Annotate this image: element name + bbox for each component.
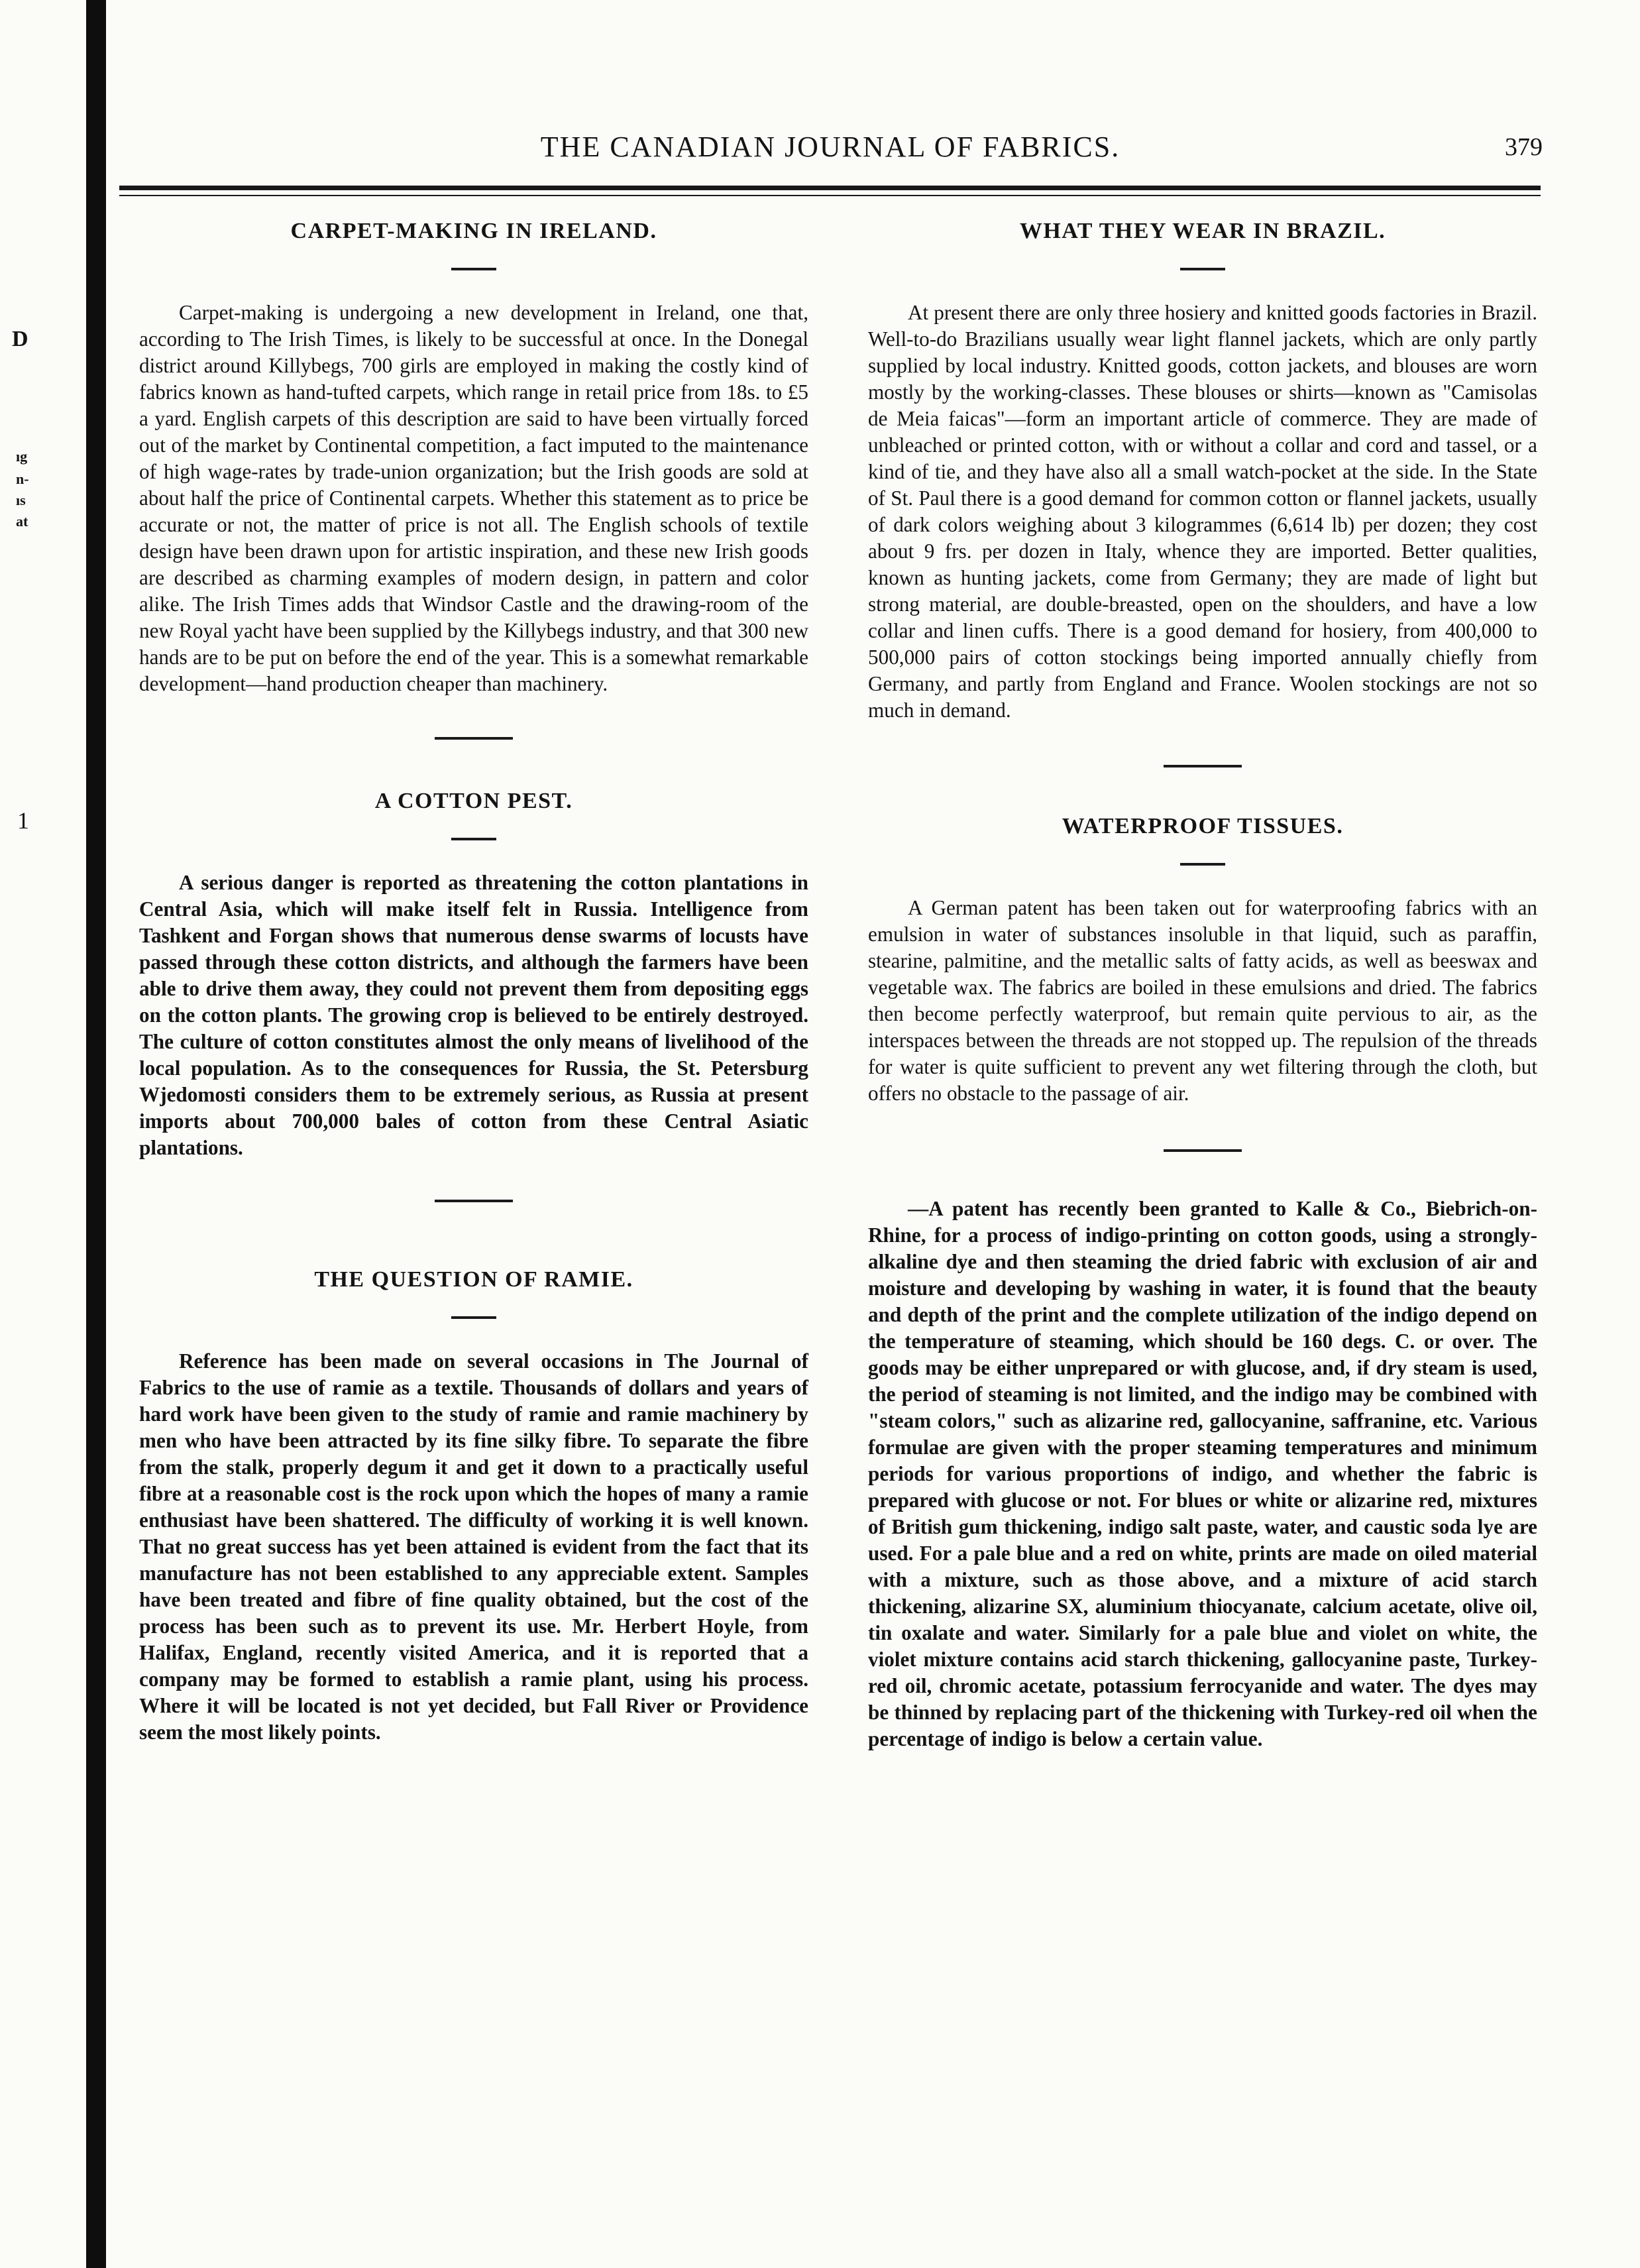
article-waterproof	[868, 814, 1537, 1107]
article-cotton-pest	[139, 789, 808, 1161]
margin-scrap: 1	[17, 807, 29, 834]
left-column	[139, 213, 808, 1746]
article-separator	[435, 1200, 513, 1202]
article-body: A serious danger is reported as threatening the cotton plantations in Central Asia, which will make itself felt in Russia. Intelligence from Tashkent and Forgan shows that numerous dense swarms of locusts have passed through these cotton districts, and although the farmers have been able to drive them away, they could not prevent them from depositing eggs on the cotton plants. The growing crop is believed to be entirely destroyed. The culture of cotton constitutes almost the only means of livelihood of the local population. As to the consequences for Russia, the St. Petersburg Wjedomosti considers them to be extremely serious, as Russia at present imports about 700,000 bales of cotton from these Central Asiatic plantations.	[139, 871, 808, 1159]
right-column	[868, 213, 1537, 1752]
margin-scrap: ıs	[16, 492, 26, 508]
article-separator	[1164, 1149, 1242, 1152]
article-heading: WATERPROOF TISSUES.	[1062, 814, 1344, 838]
article-heading: CARPET-MAKING IN IRELAND.	[290, 219, 657, 243]
heading-dash	[451, 838, 496, 840]
article-brazil	[868, 219, 1537, 724]
article-separator	[435, 737, 513, 740]
article-heading: WHAT THEY WEAR IN BRAZIL.	[1019, 219, 1386, 243]
running-title: THE CANADIAN JOURNAL OF FABRICS.	[540, 131, 1121, 163]
page-number: 379	[1505, 133, 1543, 161]
margin-scrap: n-	[16, 471, 29, 487]
article-heading: THE QUESTION OF RAMIE.	[314, 1267, 633, 1292]
margin-scrap: at	[16, 513, 28, 530]
margin-scrap: ıg	[16, 448, 28, 465]
article-body: —A patent has recently been granted to Kalle & Co., Biebrich-on-Rhine, for a process of indigo-printing on cotton goods, using a strongly-alkaline dye and then steaming the dried fabric with exclusion of air and moisture and developing by washing in water, it is found that the beauty and depth of the print and the complete utilization of the indigo depend on the temperature of steaming, which should be 160 degs. C. or over. The goods may be either unprepared or with glucose, and, if dry steam is used, the period of steaming is not limited, and the indigo may be combined with "steam colors," such as alizarine red, gallocyanine, saffranine, etc. Various formulae are given with the proper steaming temperatures and minimum periods for various proportions of indigo, and whether the fabric is prepared with glucose or not. For blues or white or alizarine red, mixtures of British gum thickening, indigo salt paste, water, and caustic soda lye are used. For a pale blue and a red on white, prints are made on oiled material with a mixture, such as those above, and a mixture of acid starch thickening, alizarine SX, aluminium thiocyanate, calcium acetate, olive oil, tin oxalate and water. Similarly for a pale blue and violet on white, the violet mixture contains acid starch thickening, gallocyanine paste, Turkey-red oil, chromic acetate, potassium ferrocyanide and water. The dyes may be thinned by replacing part of the thickening with Turkey-red oil when the percentage of indigo is below a certain value.	[868, 1197, 1537, 1750]
article-body: At present there are only three hosiery and knitted goods factories in Brazil. Well-to-do Brazilians usually wear light flannel jackets, which are only partly supplied by local industry. Knitted goods, cotton jackets, and blouses are worn mostly by the working-classes. These blouses or shirts—known as "Camisolas de Meia faicas"—form an important article of commerce. They are made of unbleached or printed cotton, with or without a collar and cord and tassel, or a kind of tie, and they have also all a small watch-pocket at the side. In the State of St. Paul there is a good demand for common cotton or flannel jackets, usually of dark colors weighing about 3 kilogrammes (6,614 lb) per dozen; they cost about 9 frs. per dozen in Italy, whence they are imported. Better qualities, known as hunting jackets, come from Germany; they are made of light but strong material, are double-breasted, open on the shoulders, and have a low collar and linen cuffs. There is a good demand for hosiery, from 400,000 to 500,000 pairs of cotton stockings being imported annually chiefly from Germany, and partly from England and France. Woolen stockings are not so much in demand.	[868, 301, 1537, 722]
left-margin-scraps	[0, 0, 83, 2268]
heading-dash	[451, 268, 496, 270]
page-header	[118, 130, 1543, 178]
article-body: A German patent has been taken out for waterproofing fabrics with an emulsion in water of substances insoluble in that liquid, such as paraffin, stearine, palmitine, and the metallic salts of fatty acids, as well as beeswax and vegetable wax. The fabrics are boiled in these emulsions and dried. The fabrics then become perfectly waterproof, but remain quite pervious to air, as the interspaces between the threads are not stopped up. The repulsion of the threads for water is quite sufficient to prevent any wet filtering through the cloth, but offers no obstacle to the passage of air.	[868, 896, 1537, 1105]
header-rule	[119, 195, 1541, 196]
article-body: Carpet-making is undergoing a new development in Ireland, one that, according to The Irish Times, is likely to be successful at once. In the Donegal district around Killybegs, 700 girls are employed in making the costly kind of fabrics known as hand-tufted carpets, which range in retail price from 18s. to £5 a yard. English carpets of this description are said to have been virtually forced out of the market by Continental competition, a fact imputed to the maintenance of high wage-rates by trade-union organization; but the Irish goods are sold at about half the price of Continental carpets. Whether this statement as to price be accurate or not, the matter of price is not all. The English schools of textile design have been drawn upon for artistic inspiration, and these new Irish goods are described as charming examples of modern design, in pattern and color alike. The Irish Times adds that Windsor Castle and the drawing-room of the new Royal yacht have been supplied by the Killybegs industry, and that 300 new hands are to be put on before the end of the year. This is a somewhat remarkable development—hand production cheaper than machinery.	[139, 301, 808, 695]
article-carpet-making	[139, 219, 808, 697]
article-separator	[1164, 765, 1242, 767]
binding-spine	[86, 0, 106, 2268]
margin-scrap: D	[12, 327, 28, 351]
heading-dash	[1180, 863, 1225, 866]
heading-dash	[1180, 268, 1225, 270]
heading-dash	[451, 1316, 496, 1319]
article-ramie	[139, 1267, 808, 1746]
article-body: Reference has been made on several occasions in The Journal of Fabrics to the use of ramie as a textile. Thousands of dollars and years of hard work have been given to the study of ramie and ramie machinery by men who have been attracted by its fine silky fibre. To separate the fibre from the stalk, properly degum it and get it down to a practically useful fibre at a reasonable cost is the rock upon which the hopes of many a ramie enthusiast have been shattered. The difficulty of working it is well known. That no great success has yet been attained is evident from the fact that its manufacture has not been established to any appreciable extent. Samples have been treated and fibre of fine quality obtained, but the cost of the process has been such as to prevent its use. Mr. Herbert Hoyle, from Halifax, England, recently visited America, and it is reported that a company may be formed to establish a ramie plant, using his process. Where it will be located is not yet decided, but Fall River or Providence seem the most likely points.	[139, 1349, 808, 1744]
article-heading: A COTTON PEST.	[374, 789, 573, 813]
header-rule	[119, 186, 1541, 190]
article-indigo-patent	[868, 1196, 1537, 1752]
